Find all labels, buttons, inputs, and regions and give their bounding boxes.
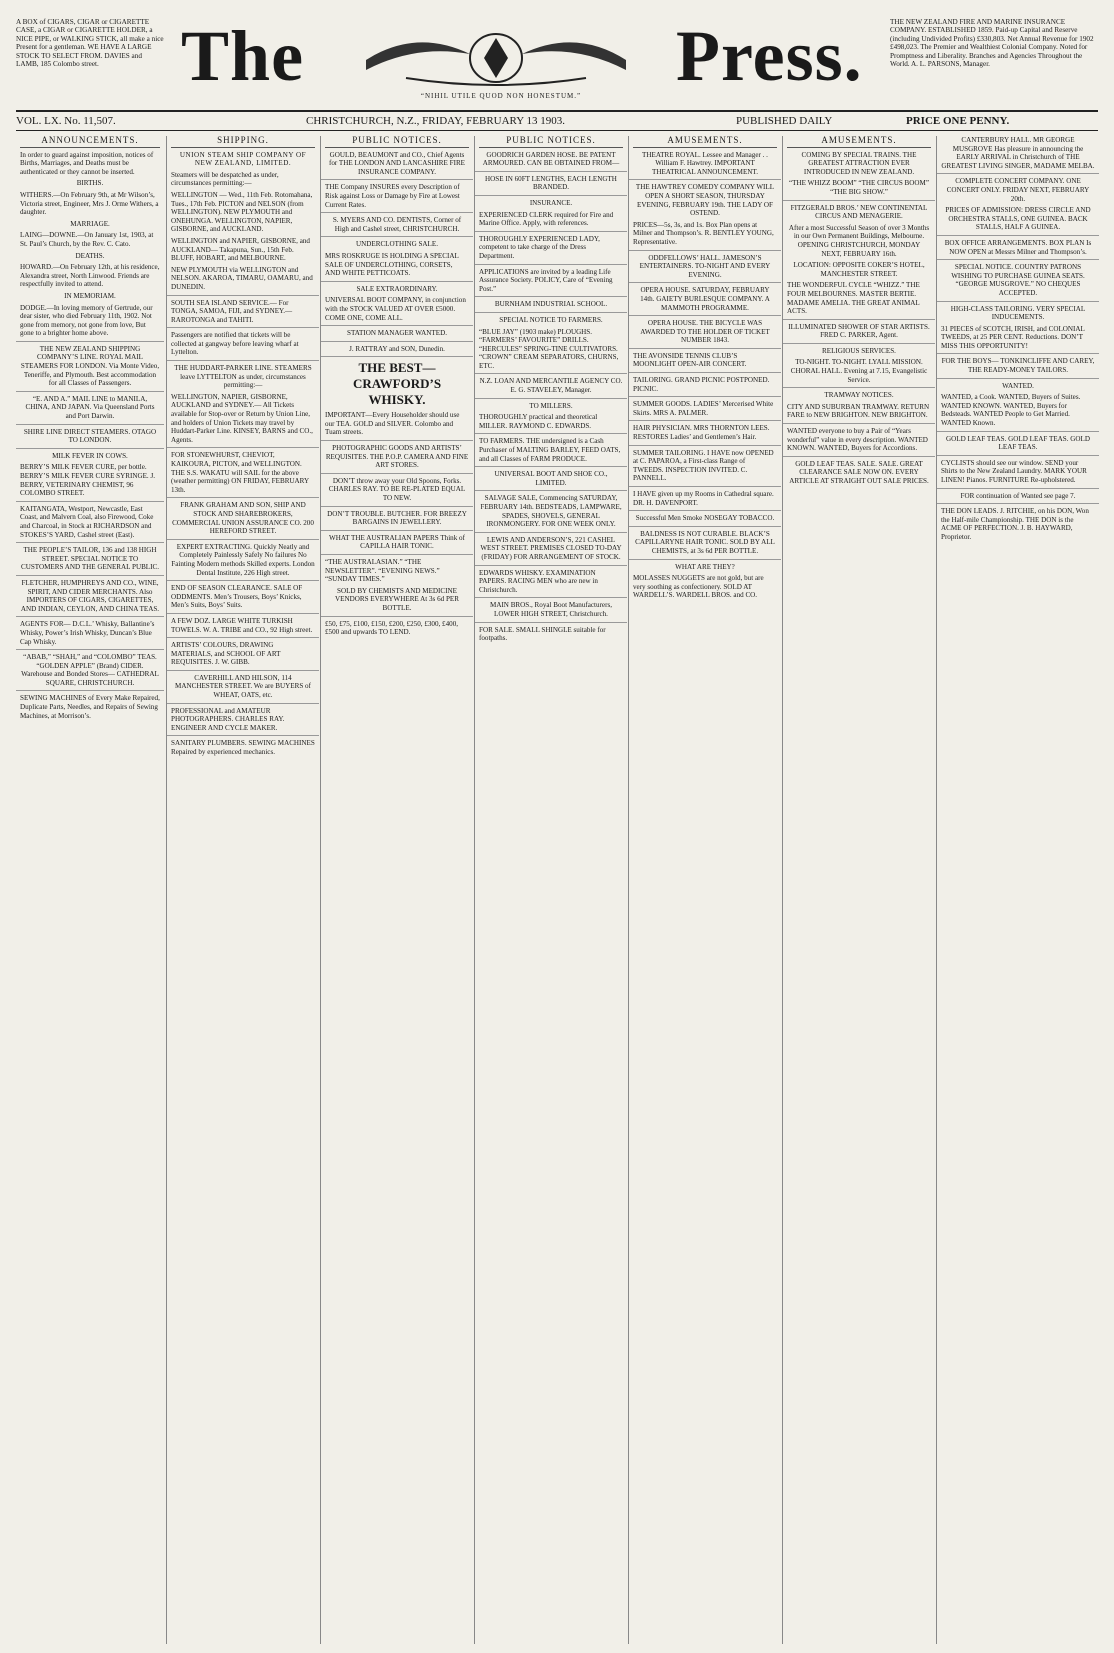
advert-item: UNIVERSAL BOOT COMPANY, in conjunction with the STOCK VALUED AT OVER £5000. COME ONE, COME ALL.: [321, 296, 473, 326]
advert-item: THE BEST— CRAWFORD’S WHISKY.: [352, 360, 442, 408]
advert-item: DEATHS.: [75, 251, 105, 260]
advert-item: LEWIS AND ANDERSON’S, 221 CASHEL WEST STREET. PREMISES CLOSED TO-DAY (FRIDAY) FOR ARRANGEMENT OF STOCK.: [475, 536, 627, 566]
advert-item: I HAVE given up my Rooms in Cathedral square. DR. H. DAVENPORT.: [629, 490, 781, 511]
advert-item: GOLD LEAF TEAS. GOLD LEAF TEAS. GOLD LEAF TEAS.: [937, 435, 1099, 456]
advert-item: IN MEMORIAM.: [64, 291, 116, 300]
advert-item: FOR continuation of Wanted see page 7.: [937, 492, 1099, 505]
advert-item: THE DON LEADS. J. RITCHIE, on his DON, Won the Half-mile Championship. THE DON is the ACME OF PERFECTION. J. B. HAYWARD, Proprietor.: [941, 507, 1089, 541]
masthead-left-advert: A BOX of CIGARS, CIGAR or CIGARETTE CASE, a CIGAR or CIGARETTE HOLDER, a NICE PIPE, or WALKING STICK, all make a nice Present for a gentleman. WE HAVE A LARGE STOCK TO SELECT FROM. DAVIES and LAMB, 185 Colombo street.: [16, 18, 164, 69]
advert-item: UNION STEAM SHIP COMPANY OF NEW ZEALAND, LIMITED.: [179, 150, 307, 168]
advert-item: TO MILLERS.: [529, 401, 573, 410]
advert-item: APPLICATIONS are invited by a leading Life Assurance Society. POLICY, Care of “Evening Post.”: [475, 268, 627, 298]
advert-item: ODDFELLOWS’ HALL. JAMESON’S ENTERTAINERS. TO-NIGHT AND EVERY EVENING.: [629, 254, 781, 284]
advert-item: HOWARD.—On February 12th, at his residence, Alexandra street, North Linwood. Friends are respectfully invited to attend.: [20, 263, 160, 289]
advert-item: COMPLETE CONCERT COMPANY. ONE CONCERT ONLY. FRIDAY NEXT, FEBRUARY 20th.: [946, 177, 1090, 203]
advert-item: 31 PIECES of SCOTCH, IRISH, and COLONIAL TWEEDS, at 25 PER CENT. Reductions. DON’T MISS THIS OPPORTUNITY!: [937, 325, 1099, 355]
advert-item: N.Z. LOAN AND MERCANTILE AGENCY CO. E. G. STAVELEY, Manager.: [475, 377, 627, 398]
advert-item: SALE EXTRAORDINARY.: [356, 284, 438, 293]
advert-item: EXPERIENCED CLERK required for Fire and Marine Office. Apply, with references.: [475, 211, 627, 232]
column-7: [936, 136, 1099, 1644]
advert-item: SPECIAL NOTICE. COUNTRY PATRONS WISHING TO PURCHASE GUINEA SEATS. “GEORGE MUSGROVE.” NO CHEQUES ACCEPTED.: [937, 263, 1099, 301]
advert-item: THOROUGHLY practical and theoretical MILLER. RAYMOND C. EDWARDS.: [475, 413, 627, 434]
place-and-date: CHRISTCHURCH, N.Z., FRIDAY, FEBRUARY 13 1903.: [306, 115, 566, 127]
advert-item: AGENTS FOR— D.C.L.’ Whisky, Ballantine’s Whisky, Power’s Irish Whisky, Duncan’s Blue Cap Whisky.: [16, 620, 164, 650]
advert-item: In order to guard against imposition, notices of Births, Marriages, and Deaths must be authenticated or they cannot be inserted.: [20, 150, 154, 176]
advert-item: COMING BY SPECIAL TRAINS. THE GREATEST ATTRACTION EVER INTRODUCED IN NEW ZEALAND.: [801, 150, 917, 176]
advert-item: “ABAB,” “SHAH,” and “COLOMBO” TEAS. “GOLDEN APPLE” (Brand) CIDER. Warehouse and Bonded Stores— CATHEDRAL SQUARE, CHRISTCHURCH.: [16, 653, 164, 691]
advert-item: NEW PLYMOUTH via WELLINGTON and NELSON. AKAROA, TIMARU, OAMARU, and DUNEDIN.: [167, 266, 319, 296]
advert-item: GOLD LEAF TEAS. SALE. SALE. GREAT CLEARANCE SALE NOW ON. EVERY ARTICLE AT STRAIGHT OUT SALE PRICES.: [789, 459, 929, 485]
advert-item: THE HUDDART-PARKER LINE. STEAMERS leave LYTTELTON as under, circumstances permitting:—: [174, 364, 312, 390]
advert-item: S. MYERS AND CO. DENTISTS, Corner of High and Cashel street, CHRISTCHURCH.: [321, 216, 473, 237]
advert-item: J. RATTRAY and SON, Dunedin.: [321, 345, 473, 358]
column-2: [166, 136, 319, 1644]
column-heading: AMUSEMENTS.: [787, 136, 931, 148]
advert-item: IMPORTANT—Every Householder should use our TEA. GOLD and SILVER. Colombo and Tuam streets.: [321, 411, 473, 441]
advert-item: INSURANCE.: [529, 198, 573, 207]
masthead-title-the: The: [181, 16, 305, 96]
advert-item: PHOTOGRAPHIC GOODS AND ARTISTS’ REQUISITES. THE P.O.P. CAMERA AND FINE ART STORES.: [321, 444, 473, 474]
advert-item: MRS ROSKRUGE IS HOLDING A SPECIAL SALE OF UNDERCLOTHING, CORSETS, AND WHITE PETTICOATS.: [321, 252, 473, 282]
advert-item: £50, £75, £100, £150, £200, £250, £300, £400, £500 and upwards TO LEND.: [325, 619, 459, 637]
advert-item: A FEW DOZ. LARGE WHITE TURKISH TOWELS. W. A. TRIBE and CO., 92 High street.: [167, 617, 319, 638]
advert-item: FRANK GRAHAM AND SON, SHIP AND STOCK AND SHAREBROKERS, COMMERCIAL UNION ASSURANCE CO. 200 HEREFORD STREET.: [167, 501, 319, 539]
advert-item: SEWING MACHINES of Every Make Repaired, Duplicate Parts, Needles, and Repairs of Sewing Machines, at Morrison’s.: [20, 694, 160, 720]
advert-item: RELIGIOUS SERVICES.: [822, 346, 896, 355]
advert-item: FOR THE BOYS— TONKINCLIFFE AND CAREY, THE READY-MONEY TAILORS.: [937, 357, 1099, 378]
advert-item: THE AVONSIDE TENNIS CLUB’S MOONLIGHT OPEN-AIR CONCERT.: [629, 352, 781, 373]
advert-item: TO-NIGHT. TO-NIGHT. LYALL MISSION. CHORAL HALL. Evening at 7.15, Evangelistic Service.: [783, 358, 935, 388]
advert-item: DON’T TROUBLE. BUTCHER. FOR BREEZY BARGAINS IN JEWELLERY.: [321, 510, 473, 531]
advert-item: DODGE.—In loving memory of Gertrude, our dear sister, who died February 11th, 1902. Not gone from memory, not gone from love, But gone to a brighter home above.: [16, 304, 164, 342]
advert-item: SPECIAL NOTICE TO FARMERS.: [499, 315, 603, 324]
advert-item: SALVAGE SALE, Commencing SATURDAY, FEBRUARY 14th. BEDSTEADS, LAMPWARE, SPADES, SHOVELS, GENERAL IRONMONGERY. FOR ONE WEEK ONLY.: [475, 494, 627, 532]
column-heading: PUBLIC NOTICES.: [325, 136, 469, 148]
masthead-title-press: Press.: [676, 16, 863, 96]
column-3: [320, 136, 473, 1644]
column-heading: ANNOUNCEMENTS.: [20, 136, 160, 148]
advert-item: PRICES—5s, 3s, and 1s. Box Plan opens at Milner and Thompson’s. R. BENTLEY YOUNG, Representative.: [629, 221, 781, 251]
price: PRICE ONE PENNY.: [906, 115, 1010, 127]
advert-item: “E. AND A.” MAIL LINE to MANILA, CHINA, AND JAPAN. Via Queensland Ports and Port Darwin.: [16, 395, 164, 425]
advert-item: “THE AUSTRALASIAN.” “THE NEWSLETTER”. “EVENING NEWS.” “SUNDAY TIMES.”: [325, 558, 440, 584]
advert-item: LAING—DOWNE.—On January 1st, 1903, at St. Paul’s Church, by the Rev. C. Cato.: [20, 231, 154, 248]
advert-item: After a most Successful Season of over 3 Months in our Own Permanent Buildings, Melbourne. OPENING CHRISTCHURCH, MONDAY NEXT, FEBRUARY 16th.: [788, 223, 930, 258]
advert-item: CANTERBURY HALL. MR GEORGE MUSGROVE Has pleasure in announcing the EARLY ARRIVAL in Christchurch of THE GREATEST LIVING SINGER, MADAME MELBA.: [937, 136, 1099, 174]
advert-item: ARTISTS’ COLOURS, DRAWING MATERIALS, and SCHOOL OF ART REQUISITES. J. W. GIBB.: [167, 641, 319, 671]
dateline: [16, 110, 1098, 131]
advert-item: THE HAWTREY COMEDY COMPANY WILL OPEN A SHORT SEASON, THURSDAY EVENING, FEBRUARY 19th. THE LADY OF OSTEND.: [635, 183, 775, 218]
advert-item: WHAT THE AUSTRALIAN PAPERS Think of CAPILLA HAIR TONIC.: [321, 534, 473, 555]
advert-item: BERRY’S MILK FEVER CURE, per bottle. BERRY’S MILK FEVER CURE SYRINGE. J. BERRY, VETERINARY CHEMIST, 96 COLOMBO STREET.: [16, 463, 164, 501]
advert-item: Passengers are notified that tickets will be collected at gangway before leaving wharf at Lyttelton.: [167, 331, 319, 361]
column-heading: AMUSEMENTS.: [633, 136, 777, 148]
advert-item: BIRTHS.: [76, 179, 104, 188]
advert-item: “THE WHIZZ BOOM” “THE CIRCUS BOOM” “THE BIG SHOW.”: [783, 179, 935, 200]
advert-item: WELLINGTON and NAPIER, GISBORNE, and AUCKLAND— Takapuna, Sun., 15th Feb. BLUFF, HOBART, and MELBOURNE.: [171, 236, 310, 263]
masthead-right-advert: THE NEW ZEALAND FIRE AND MARINE INSURANCE COMPANY. ESTABLISHED 1859. Paid-up Capital and Reserve (including Undivided Profits) £330,803. Net Annual Revenue for 1902 £498,023. The Premier and Wealthiest Colonial Company. Noted for Promptness and Liberality. Branches and Agencies Throughout the World. A. L. PARSONS, Manager.: [890, 18, 1094, 69]
publication-frequency: PUBLISHED DAILY: [736, 115, 833, 127]
advert-item: THE NEW ZEALAND SHIPPING COMPANY’S LINE. ROYAL MAIL STEAMERS FOR LONDON. Via Monte Video, Teneriffe, and Plymouth. Best accommodation for all Classes of Passengers.: [16, 345, 164, 392]
advert-item: HOSE IN 60FT LENGTHS, EACH LENGTH BRANDED.: [475, 175, 627, 196]
advert-item: EDWARDS WHISKY. EXAMINATION PAPERS. RACING MEN who are new in Christchurch.: [475, 569, 627, 599]
advert-item: HAIR PHYSICIAN. MRS THORNTON LEES. RESTORES Ladies’ and Gentlemen’s Hair.: [629, 424, 781, 445]
advert-item: GOULD, BEAUMONT and CO., Chief Agents for THE LONDON AND LANCASHIRE FIRE INSURANCE COMPANY.: [321, 151, 473, 181]
advert-item: WANTED everyone to buy a Pair of “Years wonderful” value in every description. WANTED KNOWN. WANTED, Buyers for Accordions.: [783, 427, 935, 457]
advert-item: SHIRE LINE DIRECT STEAMERS. OTAGO TO LONDON.: [16, 428, 164, 449]
advert-item: BURNHAM INDUSTRIAL SCHOOL.: [475, 300, 627, 313]
advert-item: CYCLISTS should see our window. SEND your Shirts to the New Zealand Laundry. MARK YOUR LINEN! Pianos. FURNITURE Re-upholstered.: [937, 459, 1099, 489]
advert-item: SOLD BY CHEMISTS AND MEDICINE VENDORS EVERYWHERE At 3s 6d PER BOTTLE.: [321, 587, 473, 617]
advert-item: PRICES OF ADMISSION: DRESS CIRCLE AND ORCHESTRA STALLS, ONE GUINEA. BACK STALLS, HALF A GUINEA.: [937, 206, 1099, 236]
advert-item: TRAMWAY NOTICES.: [824, 391, 894, 400]
advert-item: EXPERT EXTRACTING. Quickly Neatly and Completely Painlessly Safely No failures No Fainting Modern methods Skilled experts. London Dental Institute, 226 High street.: [167, 543, 319, 581]
advert-item: SOUTH SEA ISLAND SERVICE.— For TONGA, SAMOA, FIJI, and SYDNEY.— RAROTONGA and TAHITI.: [167, 299, 319, 329]
advert-item: THOROUGHLY EXPERIENCED LADY, competent to take charge of the Dress Department.: [475, 235, 627, 265]
column-4: [474, 136, 627, 1644]
columns-area: [16, 136, 1098, 1644]
advert-item: THEATRE ROYAL. Lessee and Manager . . William F. Hawtrey. IMPORTANT THEATRICAL ANNOUNCEMENT.: [629, 151, 781, 181]
advert-item: TO FARMERS. THE undersigned is a Cash Purchaser of MALTING BARLEY, FEED OATS, and all Classes of FARM PRODUCE.: [475, 437, 627, 467]
advert-item: MOLASSES NUGGETS are not gold, but are very soothing as confectionery. SOLD AT WARDELL’S. WARDELL BROS. and CO.: [633, 574, 764, 600]
advert-item: HIGH-CLASS TAILORING. VERY SPECIAL INDUCEMENTS.: [950, 304, 1086, 322]
advert-item: FOR STONEWHURST, CHEVIOT, KAIKOURA, PICTON, and WELLINGTON. THE S.S. WAKATU will SAIL for the above (weather permitting) ON FRIDAY, FEBRUARY 13th.: [167, 451, 319, 498]
advert-item: FITZGERALD BROS.’ NEW CONTINENTAL CIRCUS AND MENAGERIE.: [790, 203, 928, 221]
advert-item: WANTED, a Cook. WANTED, Buyers of Suites. WANTED KNOWN. WANTED, Buyers for Bedsteads. WANTED People to Get Married. WANTED Known.: [937, 393, 1099, 431]
advert-item: MILK FEVER IN COWS.: [52, 451, 128, 460]
advert-item: MAIN BROS., Royal Boot Manufacturers, LOWER HIGH STREET, Christchurch.: [475, 601, 627, 622]
advert-item: Successful Men Smoke NOSEGAY TOBACCO.: [629, 514, 781, 527]
advert-item: WANTED.: [1002, 381, 1034, 390]
advert-item: GOODRICH GARDEN HOSE. BE PATENT ARMOURED. CAN BE OBTAINED FROM—: [475, 151, 627, 172]
advert-item: UNIVERSAL BOOT AND SHOE CO., LIMITED.: [475, 470, 627, 491]
advert-item: OPERA HOUSE. SATURDAY, FEBRUARY 14th. GAIETY BURLESQUE COMPANY. A MAMMOTH PROGRAMME.: [629, 286, 781, 316]
advert-item: THE Company INSURES every Description of Risk against Loss or Damage by Fire at Lowest Current Rates.: [321, 183, 473, 213]
column-heading: SHIPPING.: [171, 136, 315, 148]
masthead-motto: “NIHIL UTILE QUOD NON HONESTUM.”: [420, 92, 582, 100]
advert-item: “BLUE JAY” (1903 make) PLOUGHS. “FARMERS’ FAVOURITE” DRILLS. “HERCULES” SPRING-TINE CULTIVATORS. “CROWN” CREAM SEPARATORS, CHURNS, ETC.: [475, 328, 627, 375]
advert-item: PROFESSIONAL and AMATEUR PHOTOGRAPHERS. CHARLES RAY. ENGINEER AND CYCLE MAKER.: [167, 707, 319, 737]
advert-item: SUMMER TAILORING. I HAVE now OPENED at C. PAPAROA, a First-class Range of TWEEDS. INSPECTION INVITED. C. PANNELL.: [629, 449, 781, 487]
advert-item: FOR SALE. SMALL SHINGLE suitable for footpaths.: [479, 625, 606, 643]
advert-item: WITHERS.—On February 9th, at Mr Wilson’s, Victoria street, Engineer, Mrs J. Orme Withers, a daughter.: [20, 190, 159, 217]
advert-item: SUMMER GOODS. LADIES’ Mercerised White Skirts. MRS A. PALMER.: [629, 400, 781, 421]
column-1: [16, 136, 164, 1644]
advert-item: THE WONDERFUL CYCLE “WHIZZ.” THE FOUR MELBOURNES. MASTER BERTIE. MADAME AMELIA. THE GREAT ANIMAL ACTS.: [783, 281, 935, 319]
advert-item: ILLUMINATED SHOWER OF STAR ARTISTS. FRED C. PARKER, Agent.: [783, 323, 935, 344]
advert-item: DON’T throw away your Old Spoons, Forks. CHARLES RAY. TO BE RE-PLATED EQUAL TO NEW.: [321, 477, 473, 507]
column-5: [628, 136, 781, 1644]
crest-emblem: [346, 20, 646, 90]
column-heading: PUBLIC NOTICES.: [479, 136, 623, 148]
newspaper-page: [16, 12, 1098, 1644]
advert-item: KAITANGATA, Westport, Newcastle, East Coast, and Malvern Coal, also Firewood, Coke and Charcoal, in Stock at RICHARDSON and STOKES’S YARD, Cashel street (East).: [16, 505, 164, 543]
advert-item: WHAT ARE THEY?: [675, 562, 735, 571]
advert-item: CITY AND SUBURBAN TRAMWAY. RETURN FARE to NEW BRIGHTON. NEW BRIGHTON.: [783, 403, 935, 424]
advert-item: BALDNESS IS NOT CURABLE. BLACK’S CAPILLARYNE HAIR TONIC. SOLD BY ALL CHEMISTS, at 3s 6d PER BOTTLE.: [629, 530, 781, 560]
column-6: [782, 136, 935, 1644]
advert-item: Steamers will be despatched as under, circumstances permitting:—: [171, 170, 279, 188]
advert-item: CAVERHILL AND HILSON, 114 MANCHESTER STREET. We are BUYERS of WHEAT, OATS, etc.: [167, 674, 319, 704]
advert-item: TAILORING. GRAND PICNIC POSTPONED. PICNIC.: [629, 376, 781, 397]
advert-item: LOCATION: OPPOSITE COKER’S HOTEL, MANCHESTER STREET.: [793, 261, 925, 278]
advert-item: WELLINGTON — Wed., 11th Feb. Rotomahana, Tues., 17th Feb. PICTON and NELSON (from WELLINGTON). NEW PLYMOUTH and ONEHUNGA. WELLINGTON, NAPIER, GISBORNE, and AUCKLAND.: [171, 190, 313, 234]
advert-item: THE PEOPLE’S TAILOR, 136 and 138 HIGH STREET. SPECIAL NOTICE TO CUSTOMERS AND THE GENERAL PUBLIC.: [16, 546, 164, 576]
advert-item: WELLINGTON, NAPIER, GISBORNE, AUCKLAND and SYDNEY.— All Tickets available for Stop-over or Return by Union Line, and holders of Union Tickets may travel by Huddart-Parker Line. KINSEY, BARNS and CO., Agents.: [167, 393, 319, 449]
volume-number: VOL. LX. No. 11,507.: [16, 115, 116, 127]
advert-item: MARRIAGE.: [70, 219, 110, 228]
masthead: [16, 12, 1098, 104]
advert-item: SANITARY PLUMBERS. SEWING MACHINES Repaired by experienced mechanics.: [171, 739, 315, 757]
advert-item: OPERA HOUSE. THE BICYCLE WAS AWARDED TO THE HOLDER OF TICKET NUMBER 1843.: [629, 319, 781, 349]
advert-item: UNDERCLOTHING SALE.: [356, 240, 438, 249]
advert-item: BOX OFFICE ARRANGEMENTS. BOX PLAN Is NOW OPEN at Messrs Milner and Thompson’s.: [937, 239, 1099, 260]
advert-item: FLETCHER, HUMPHREYS AND CO., WINE, SPIRIT, AND CIDER MERCHANTS. Also IMPORTERS OF CIGARS, CIGARETTES, AND INDIAN, CEYLON, AND CHINA TEAS.: [16, 579, 164, 617]
advert-item: END OF SEASON CLEARANCE. SALE OF ODDMENTS. Men’s Trousers, Boys’ Knicks, Men’s Suits, Boys’ Suits.: [167, 584, 319, 614]
advert-item: STATION MANAGER WANTED.: [321, 329, 473, 342]
